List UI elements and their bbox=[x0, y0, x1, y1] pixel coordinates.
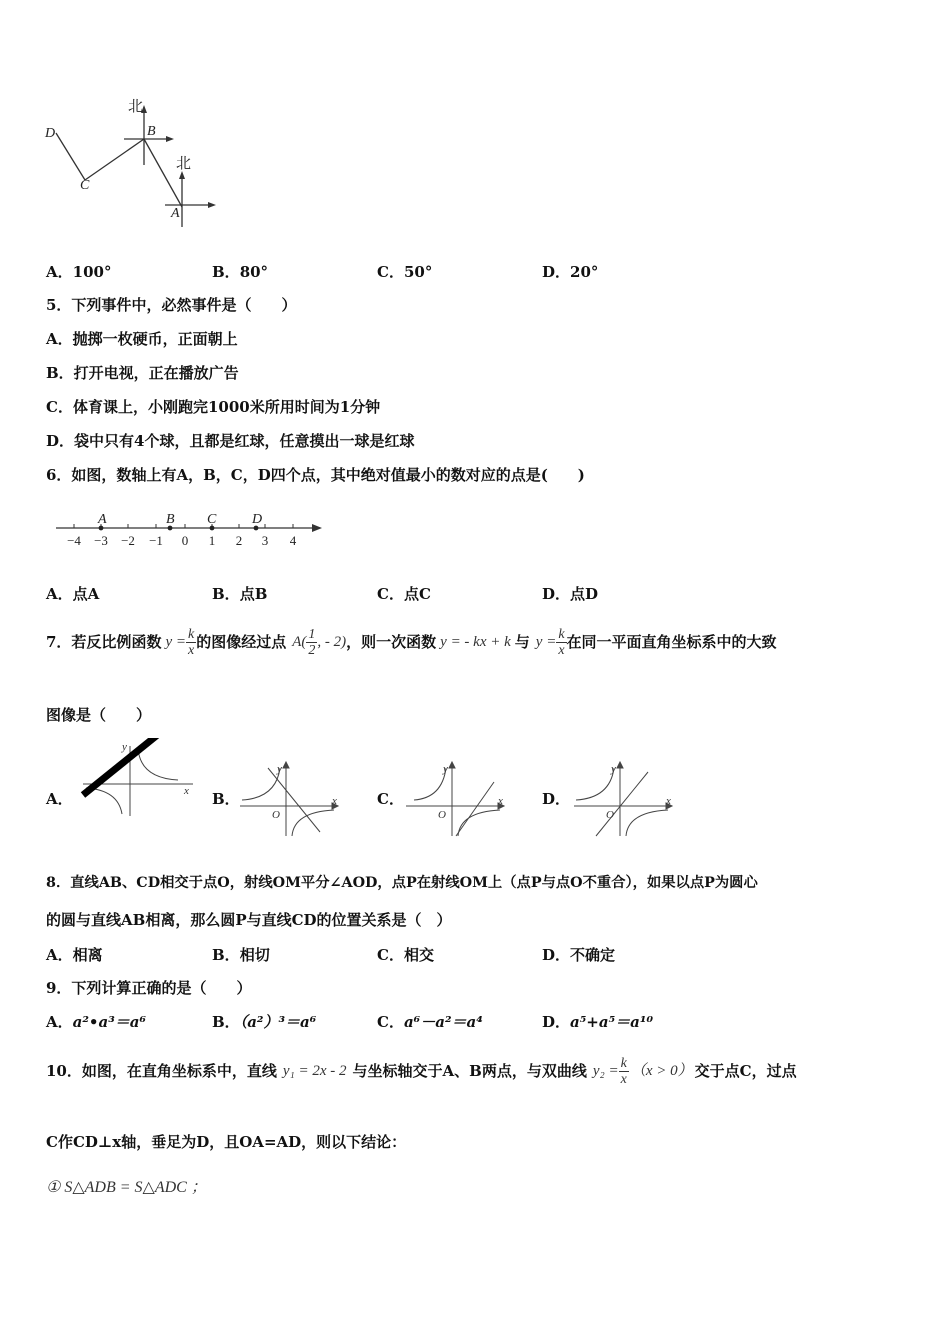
q6-stem: 6．如图，数轴上有A，B，C，D四个点，其中绝对值最小的数对应的点是( ) bbox=[46, 466, 585, 484]
option-text: 80° bbox=[239, 263, 269, 281]
q8-option-d[interactable] bbox=[542, 944, 615, 965]
segment-cb bbox=[85, 139, 144, 180]
tick-label: −2 bbox=[121, 533, 135, 548]
frac-num: 1 bbox=[308, 626, 316, 642]
axis-y-label: y bbox=[122, 741, 127, 753]
option-label: B． bbox=[212, 585, 240, 603]
q8-option-b[interactable] bbox=[212, 944, 270, 965]
option-label: D． bbox=[542, 263, 571, 281]
q9-option-b[interactable] bbox=[212, 1011, 316, 1032]
q7-math-a-open: A( bbox=[292, 634, 307, 650]
option-text: 相切 bbox=[239, 946, 270, 964]
option-label: D． bbox=[542, 946, 571, 964]
q5-stem: 5．下列事件中，必然事件是（ ） bbox=[46, 296, 297, 314]
q7-option-b-label[interactable]: B． bbox=[212, 790, 240, 808]
q5-option-d[interactable]: D．袋中只有4个球，且都是红球，任意摸出一球是红球 bbox=[46, 432, 415, 450]
q10-stem bbox=[46, 1048, 797, 1094]
option-text: 点B bbox=[239, 585, 268, 603]
direction-figure bbox=[40, 95, 230, 235]
q10-stem-line2: C作CD⊥x轴，垂足为D，且OA=AD，则以下结论： bbox=[46, 1133, 407, 1151]
q7-text-1: 7．若反比例函数 bbox=[46, 633, 162, 651]
option-label: A． bbox=[46, 585, 73, 603]
q10-math-cond: （x > 0） bbox=[630, 1063, 693, 1079]
q10-text-1: 10．如图，在直角坐标系中，直线 bbox=[46, 1062, 277, 1080]
q6-option-d[interactable] bbox=[542, 583, 598, 604]
q10-text-2: 与坐标轴交于A、B两点，与双曲线 bbox=[352, 1062, 587, 1080]
option-text: 100° bbox=[72, 263, 112, 281]
q7-text-2: 的图像经过点 bbox=[196, 633, 287, 651]
frac-num: k bbox=[620, 1055, 627, 1071]
option-text: 20° bbox=[570, 263, 599, 281]
q8-option-a[interactable] bbox=[46, 944, 103, 965]
option-text: a⁵+a⁵＝a¹⁰ bbox=[570, 1013, 654, 1031]
option-text: 点A bbox=[72, 585, 100, 603]
label-d: D bbox=[45, 126, 56, 141]
q10-frac-k-x bbox=[619, 1056, 629, 1087]
option-text: （a²）³＝a⁶ bbox=[239, 1013, 317, 1031]
point-label-d: D bbox=[252, 512, 263, 527]
point-label-a: A bbox=[98, 512, 107, 527]
axis-y-label: y bbox=[611, 763, 616, 775]
q5-option-c[interactable]: C．体育课上，小刚跑完1000米所用时间为1分钟 bbox=[46, 398, 381, 416]
option-label: A． bbox=[46, 263, 73, 281]
arrow-east-a-icon bbox=[208, 202, 216, 208]
option-label: B． bbox=[212, 946, 240, 964]
segment-dc bbox=[56, 133, 85, 180]
frac-den: x bbox=[558, 642, 565, 658]
q6-option-b[interactable] bbox=[212, 583, 267, 604]
option-label: D． bbox=[542, 585, 571, 603]
q9-option-c[interactable] bbox=[377, 1011, 483, 1032]
label-a: A bbox=[171, 206, 180, 221]
arrow-east-b-icon bbox=[166, 136, 174, 142]
frac-num: k bbox=[187, 626, 195, 642]
frac-num: k bbox=[558, 626, 565, 642]
q6-option-a[interactable] bbox=[46, 583, 99, 604]
axis-y-label: y bbox=[277, 763, 282, 775]
origin-label: O bbox=[272, 809, 280, 821]
frac-den: x bbox=[620, 1071, 627, 1087]
q7-graph-a[interactable] bbox=[78, 738, 203, 820]
q9-stem: 9．下列计算正确的是（ ） bbox=[46, 979, 252, 997]
q7-math-y-2: y = bbox=[535, 634, 557, 650]
q8-option-c[interactable] bbox=[377, 944, 434, 965]
q7-stem bbox=[46, 620, 777, 664]
q9-option-a[interactable] bbox=[46, 1011, 146, 1032]
q4-option-c[interactable] bbox=[377, 261, 432, 282]
option-text: 不确定 bbox=[570, 946, 616, 964]
label-b: B bbox=[147, 124, 156, 139]
option-text: a⁶－a²＝a⁴ bbox=[403, 1013, 483, 1031]
q4-option-a[interactable] bbox=[46, 261, 111, 282]
option-label: B． bbox=[212, 1013, 240, 1031]
q10-text-3: 交于点C，过点 bbox=[694, 1062, 797, 1080]
point-label-b: B bbox=[166, 512, 175, 527]
q6-option-c[interactable] bbox=[377, 583, 431, 604]
q7-stem-line2: 图像是（ ） bbox=[46, 706, 152, 724]
option-label: A． bbox=[46, 946, 73, 964]
q7-text-5: 在同一平面直角坐标系中的大致 bbox=[566, 633, 777, 651]
point-label-c: C bbox=[207, 512, 217, 527]
number-line bbox=[50, 508, 330, 550]
q7-math-linear: y = - kx + k bbox=[440, 634, 511, 650]
frac-den: 2 bbox=[308, 642, 316, 658]
q7-option-d-label[interactable]: D． bbox=[542, 790, 571, 808]
q7-text-3: ，则一次函数 bbox=[346, 633, 437, 651]
label-c: C bbox=[80, 178, 90, 193]
axis-x-label: x bbox=[332, 795, 337, 807]
q7-graph-c[interactable] bbox=[402, 760, 512, 840]
option-label: C． bbox=[377, 585, 404, 603]
option-text: 点C bbox=[403, 585, 431, 603]
arrow-north-a-icon bbox=[179, 171, 185, 179]
q7-graph-b[interactable] bbox=[236, 760, 346, 840]
q7-text-4: 与 bbox=[514, 633, 530, 651]
q10-math-y2: y₂ = bbox=[592, 1063, 619, 1079]
option-label: D． bbox=[542, 1013, 571, 1031]
option-text: 相交 bbox=[403, 946, 434, 964]
q8-stem-line1: 8．直线AB、CD相交于点O，射线OM平分∠AOD，点P在射线OM上（点P与点O不重合），如果以点P为圆心 bbox=[46, 875, 758, 891]
option-label: A． bbox=[46, 1013, 73, 1031]
origin-label: O bbox=[606, 809, 614, 821]
tick-label: 3 bbox=[261, 533, 269, 548]
q7-frac-k-x-2 bbox=[556, 627, 566, 658]
north-label-1: 北 bbox=[128, 99, 144, 115]
axis-y-label: y bbox=[443, 763, 448, 775]
north-label-2: 北 bbox=[176, 156, 192, 172]
q7-frac-k-x bbox=[186, 627, 196, 658]
q7-math-y: y = bbox=[165, 634, 186, 650]
option-text: 相离 bbox=[72, 946, 103, 964]
option-text: 点D bbox=[570, 585, 599, 603]
option-label: C． bbox=[377, 263, 404, 281]
tick-label: −1 bbox=[149, 533, 163, 548]
q5-option-b[interactable]: B．打开电视，正在播放广告 bbox=[46, 364, 239, 382]
q10-math-y1: y₁ = 2x - 2 bbox=[282, 1063, 347, 1079]
tick-label: 0 bbox=[181, 533, 189, 548]
option-label: B． bbox=[212, 263, 240, 281]
tick-label: 1 bbox=[208, 533, 216, 548]
axis-x-label: x bbox=[498, 795, 503, 807]
q7-option-c-label[interactable]: C． bbox=[377, 790, 404, 808]
origin-label: O bbox=[438, 809, 446, 821]
tick-label: −4 bbox=[67, 533, 81, 548]
q7-option-a-label[interactable]: A． bbox=[46, 790, 73, 808]
tick-label: −3 bbox=[94, 533, 108, 548]
option-label: C． bbox=[377, 946, 404, 964]
option-label: C． bbox=[377, 1013, 404, 1031]
q8-stem-line2: 的圆与直线AB相离，那么圆P与直线CD的位置关系是（ ） bbox=[46, 911, 452, 929]
tick-label: 4 bbox=[289, 533, 297, 548]
q4-option-b[interactable] bbox=[212, 261, 268, 282]
q5-option-a[interactable]: A．抛掷一枚硬币，正面朝上 bbox=[46, 330, 238, 348]
frac-den: x bbox=[187, 642, 195, 658]
tick-label: 2 bbox=[235, 533, 243, 548]
axis-x-label: x bbox=[666, 795, 671, 807]
arrow-right-icon bbox=[312, 524, 322, 532]
q9-option-d[interactable] bbox=[542, 1011, 653, 1032]
q10-conclusion-1: ① S△ADB = S△ADC ； bbox=[46, 1179, 207, 1196]
q7-frac-half bbox=[306, 627, 317, 658]
q4-option-d[interactable] bbox=[542, 261, 598, 282]
option-text: 50° bbox=[403, 263, 433, 281]
q7-math-a-close: , - 2) bbox=[317, 634, 347, 650]
option-text: a²•a³＝a⁶ bbox=[72, 1013, 147, 1031]
axis-x-label: x bbox=[184, 785, 189, 797]
q7-graph-d[interactable] bbox=[570, 760, 680, 840]
segment-ba bbox=[144, 139, 182, 207]
